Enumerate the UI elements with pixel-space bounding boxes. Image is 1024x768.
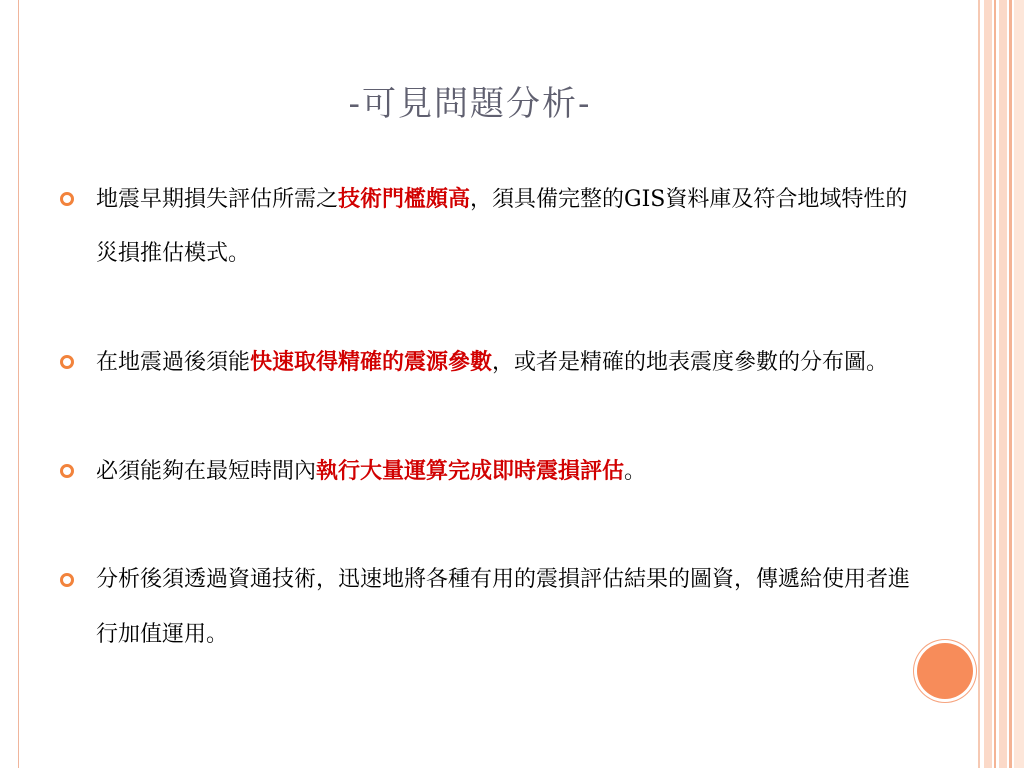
bullet-item	[60, 172, 910, 281]
bullet-list	[60, 172, 910, 662]
bullet-text: 必須能夠在最短時間內	[96, 459, 317, 484]
bullet-circle-icon	[60, 573, 74, 587]
bullet-item	[60, 444, 910, 499]
bullet-text: 分析後須透過資通技術，迅速地將各種有用的震損評估結果的圖資，傳遞給使用者進行加值運用。	[96, 567, 911, 647]
decorative-stripe	[978, 0, 980, 768]
bullet-text: 地震早期損失評估所需之	[96, 187, 339, 212]
bullet-highlight: 執行大量運算完成即時震損評估	[316, 458, 625, 484]
bullet-highlight: 技術門檻頗高	[338, 186, 471, 212]
bullet-text: 。	[624, 459, 647, 484]
bullet-item	[60, 335, 910, 390]
bullet-text: ，或者是精確的地表震度參數的分布圖。	[492, 350, 889, 375]
bullet-item	[60, 553, 910, 662]
decorative-stripe	[1009, 0, 1012, 768]
decorative-orange-circle	[914, 640, 976, 702]
decorative-stripe	[1014, 0, 1024, 768]
bullet-highlight: 快速取得精確的震源參數	[250, 349, 493, 375]
decorative-stripe	[994, 0, 996, 768]
slide-title: -可見問題分析-	[348, 84, 592, 124]
bullet-circle-icon	[60, 192, 74, 206]
bullet-text: 在地震過後須能	[96, 350, 251, 375]
decorative-stripe	[999, 0, 1007, 768]
bullet-circle-icon	[60, 355, 74, 369]
bullet-circle-icon	[60, 464, 74, 478]
bullet-text: ，須具備完整的GIS資料庫及符合地域特性的災損推估模式。	[96, 187, 908, 266]
decorative-stripe	[984, 0, 992, 768]
